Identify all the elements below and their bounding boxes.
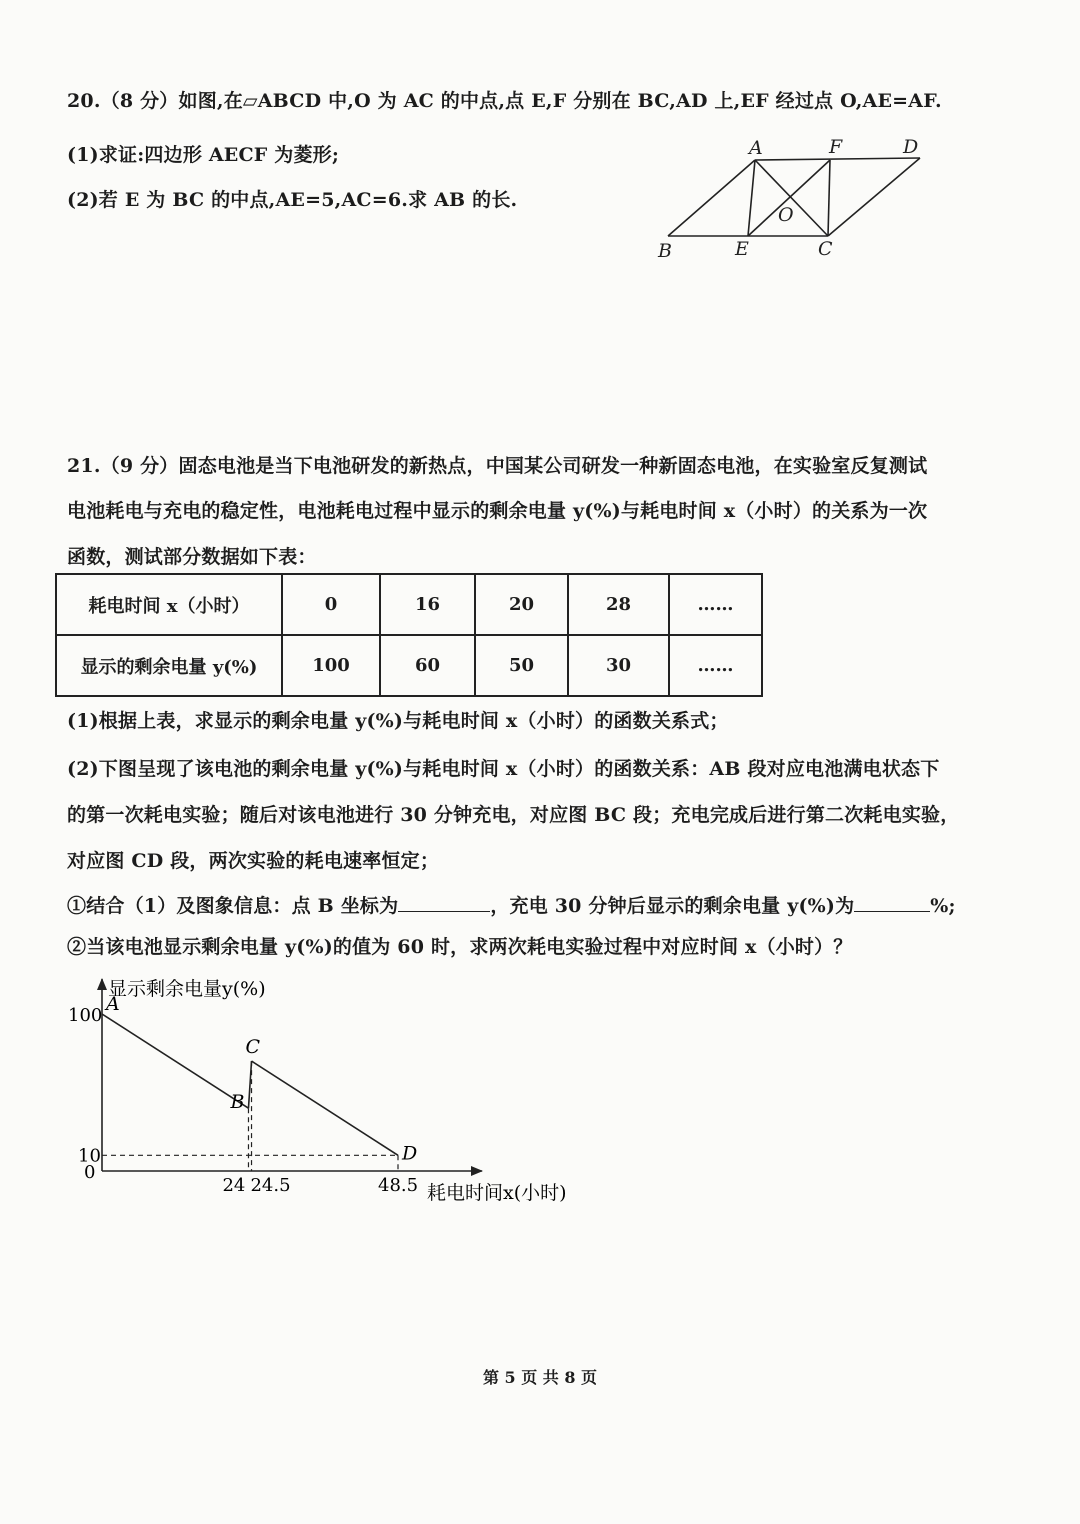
table-cell: ……: [669, 635, 762, 696]
origin-label: 0: [84, 1162, 96, 1183]
x-axis-label: 耗电时间x(小时): [427, 1182, 567, 1204]
q21-part1: (1)根据上表，求显示的剩余电量 y(%)与耗电时间 x（小时）的函数关系式；: [67, 710, 729, 732]
point-label-B: B: [230, 1091, 245, 1114]
segment-AB: [102, 1014, 248, 1108]
q21-sub1-text-a: ①结合（1）及图象信息：点 B 坐标为: [67, 895, 399, 917]
segment-AE: [748, 160, 755, 236]
answer-blank-point-b[interactable]: [398, 893, 490, 912]
table-row-battery: [56, 635, 762, 696]
label-B: B: [658, 240, 672, 262]
q21-sub1-text-b: ，充电 30 分钟后显示的剩余电量 y(%)为: [490, 895, 855, 917]
q20-parallelogram-figure: [650, 130, 930, 270]
y-tick-label: 100: [68, 1005, 103, 1026]
table-cell: 16: [380, 574, 475, 635]
table-header-time: 耗电时间 x（小时）: [56, 574, 282, 635]
y-axis-label: 显示剩余电量y(%): [108, 978, 266, 1000]
table-cell: 28: [568, 574, 669, 635]
table-cell: 50: [475, 635, 568, 696]
q21-number: 21.: [67, 455, 101, 477]
table-cell: ……: [669, 574, 762, 635]
label-C: C: [818, 238, 833, 260]
label-O: O: [778, 204, 794, 226]
q20-part1: (1)求证:四边形 AECF 为菱形;: [67, 144, 340, 166]
q20-number: 20.: [67, 90, 101, 112]
edge-AD: [755, 158, 920, 160]
table-row-time: [56, 574, 762, 635]
segment-FC: [828, 160, 830, 236]
label-E: E: [735, 238, 749, 260]
label-F: F: [829, 136, 843, 158]
table-cell: 0: [282, 574, 380, 635]
point-label-D: D: [402, 1142, 418, 1165]
table-cell: 100: [282, 635, 380, 696]
q21-part2-line2: 的第一次耗电实验；随后对该电池进行 30 分钟充电，对应图 BC 段；充电完成后进行第二次耗电实验，: [67, 804, 960, 826]
x-tick-label: 24: [222, 1175, 246, 1196]
q21-data-table: [55, 573, 763, 697]
q21-intro-text1: 固态电池是当下电池研发的新热点，中国某公司研发一种新固态电池，在实验室反复测试: [178, 455, 928, 477]
q21-part2-line1: (2)下图呈现了该电池的剩余电量 y(%)与耗电时间 x（小时）的函数关系：AB 段对应电池满电状态下: [67, 758, 940, 780]
table-header-battery: 显示的剩余电量 y(%): [56, 635, 282, 696]
q21-score: （9 分）: [100, 455, 179, 477]
point-label-A: A: [106, 993, 120, 1015]
q21-sub1-text-c: %;: [930, 895, 956, 917]
page-footer: 第 5 页 共 8 页: [482, 1368, 598, 1387]
battery-chart: [60, 965, 620, 1215]
table-cell: 60: [380, 635, 475, 696]
edge-AB: [668, 160, 755, 236]
q21-sub1: [67, 891, 956, 918]
q20-score: （8 分）: [100, 90, 179, 112]
q20-stem: [67, 86, 942, 113]
q21-intro-line1: [67, 451, 927, 478]
q21-intro-line2: 电池耗电与充电的稳定性，电池耗电过程中显示的剩余电量 y(%)与耗电时间 x（小时）的关系为一次: [67, 500, 928, 522]
x-tick-label: 48.5: [378, 1175, 419, 1196]
q21-intro-line3: 函数，测试部分数据如下表：: [67, 546, 317, 568]
table-cell: 20: [475, 574, 568, 635]
table-cell: 30: [568, 635, 669, 696]
q21-part2-line3: 对应图 CD 段，两次实验的耗电速率恒定；: [67, 850, 440, 872]
point-label-C: C: [245, 1036, 261, 1059]
q20-part2: (2)若 E 为 BC 的中点,AE=5,AC=6.求 AB 的长.: [67, 189, 518, 211]
q21-sub2: ②当该电池显示剩余电量 y(%)的值为 60 时，求两次耗电实验过程中对应时间 x（小时）？: [67, 936, 853, 958]
q20-stem-text: 如图,在▱ABCD 中,O 为 AC 的中点,点 E,F 分别在 BC,AD 上,EF 经过点 O,AE=AF.: [178, 90, 942, 112]
edge-CD: [828, 158, 920, 236]
x-tick-label: 24.5: [250, 1175, 291, 1196]
answer-blank-battery[interactable]: [854, 893, 930, 912]
label-D: D: [903, 136, 919, 158]
segment-CD: [252, 1061, 398, 1155]
y-tick-label: 10: [78, 1145, 101, 1167]
label-A: A: [749, 137, 763, 159]
